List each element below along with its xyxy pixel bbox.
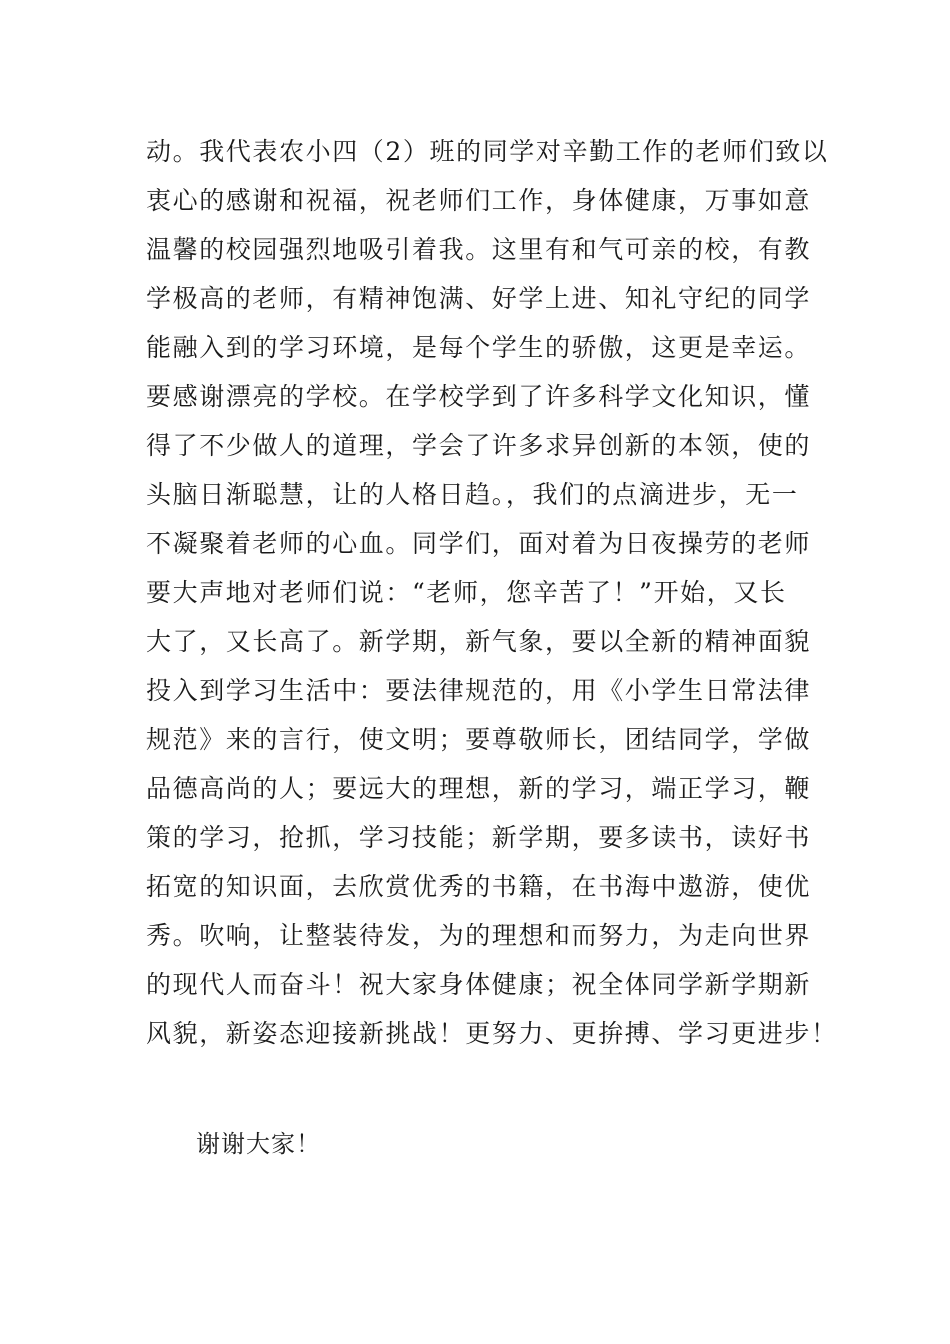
text-line: 温馨的校园强烈地吸引着我。这里有和气可亲的校，有教 [146, 235, 812, 264]
text-line: 能融入到的学习环境，是每个学生的骄傲，这更是幸运。 [146, 333, 812, 362]
closing-line: 谢谢大家！ [196, 1130, 321, 1158]
body-text [146, 127, 838, 1058]
text-line: 要大声地对老师们说：“老师，您辛苦了！”开始，又长 [146, 578, 787, 607]
text-line: 学极高的老师，有精神饱满、好学上进、知礼守纪的同学 [146, 284, 812, 313]
text-line: 规范》来的言行，使文明；要尊敬师长，团结同学，学做 [146, 725, 812, 754]
text-line: 要感谢漂亮的学校。在学校学到了许多科学文化知识，懂 [146, 382, 812, 411]
text-line: 头脑日渐聪慧，让的人格日趋。，我们的点滴进步，无一 [146, 480, 799, 509]
text-line: 衷心的感谢和祝福，祝老师们工作，身体健康，万事如意 [146, 186, 812, 215]
text-line: 拓宽的知识面，去欣赏优秀的书籍，在书海中遨游，使优 [146, 872, 812, 901]
text-line: 不凝聚着老师的心血。同学们，面对着为日夜操劳的老师 [146, 529, 812, 558]
text-line: 策的学习，抢抓，学习技能；新学期，要多读书，读好书 [146, 823, 812, 852]
text-line: 投入到学习生活中：要法律规范的，用《小学生日常法律 [146, 676, 812, 705]
text-line: 大了，又长高了。新学期，新气象，要以全新的精神面貌 [146, 627, 812, 656]
text-line: 的现代人而奋斗！祝大家身体健康；祝全体同学新学期新 [146, 970, 812, 999]
text-line: 得了不少做人的道理，学会了许多求异创新的本领，使的 [146, 431, 812, 460]
text-line: 动。我代表农小四（2）班的同学对辛勤工作的老师们致以 [146, 137, 829, 166]
text-line: 秀。吹响，让整装待发，为的理想和而努力，为走向世界 [146, 921, 812, 950]
text-line: 品德高尚的人；要远大的理想，新的学习，端正学习，鞭 [146, 774, 812, 803]
text-line: 风貌，新姿态迎接新挑战！更努力、更拚搏、学习更进步！ [146, 1019, 838, 1048]
